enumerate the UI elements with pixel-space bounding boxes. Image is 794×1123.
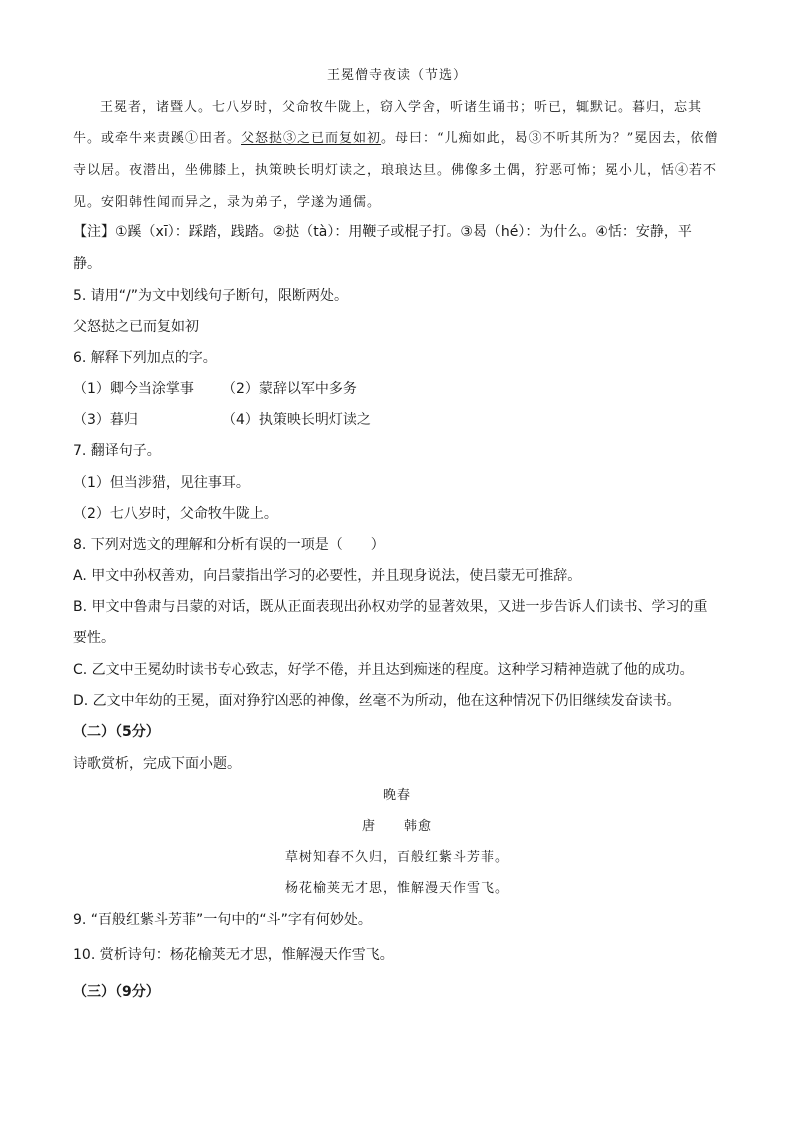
question-10: 10. 赏析诗句：杨花榆荚无才思，惟解漫天作雪飞。: [73, 947, 394, 963]
note-line-2: 静。: [73, 256, 101, 272]
passage-line-4: 见。安阳韩性闻而异之，录为弟子，学遂为通儒。: [73, 195, 382, 210]
question-9: 9. “百般红紫斗芳菲”一句中的“斗”字有何妙处。: [73, 912, 372, 928]
passage-line-2-post: 。母曰：“儿痴如此，曷③不听其所为？”冕因去，依僧: [381, 131, 719, 146]
underlined-sentence: 父怒挞③之已而复如初: [241, 131, 382, 146]
poem-title: 晚春: [382, 788, 411, 803]
option-d: D. 乙文中年幼的王冕，面对狰狞凶恶的神像，丝毫不为所动，他在这种情况下仍旧继续发奋读书。: [73, 693, 681, 709]
question-7-item-2: （2）七八岁时，父命牧牛陇上。: [73, 506, 278, 522]
option-c: C. 乙文中王冕幼时读书专心致志，好学不倦，并且达到痴迷的程度。这种学习精神造就了他的成功。: [73, 662, 694, 678]
passage-line-1: 王冕者，诸暨人。七八岁时，父命牧牛陇上，窃入学舍，听诸生诵书；听已，辄默记。暮归，忘其: [100, 100, 703, 115]
question-7-item-1: （1）但当涉猎，见往事耳。: [73, 475, 250, 491]
note-line-1: 【注】①蹊（xī）：踩踏，践踏。②挞（tà）：用鞭子或棍子打。③曷（hé）：为什么。④恬：安静，平: [73, 224, 692, 240]
question-7: 7. 翻译句子。: [73, 443, 161, 459]
poem-author: 唐 韩愈: [361, 819, 432, 834]
question-6-item-3: （3）暮归: [73, 412, 138, 428]
question-6-item-2: （2）蒙辞以军中多务: [222, 381, 357, 397]
question-6-item-4: （4）执策映长明灯读之: [222, 412, 371, 428]
passage-line-2: [73, 129, 718, 149]
section-2-heading: （二）（5分）: [73, 724, 160, 740]
question-5-sentence: 父怒挞之已而复如初: [73, 319, 199, 335]
question-6: 6. 解释下列加点的字。: [73, 350, 217, 366]
section-3-heading: （三）（9分）: [73, 984, 160, 1000]
option-b-line-1: B. 甲文中鲁肃与吕蒙的对话，既从正面表现出孙权劝学的显著效果，又进一步告诉人们读书、学习的重: [73, 599, 708, 615]
section-2-intro: 诗歌赏析，完成下面小题。: [73, 756, 241, 772]
passage-line-3: 寺以居。夜潜出，坐佛膝上，执策映长明灯读之，琅琅达旦。佛像多土偶，狞恶可怖；冕小儿，恬④若不: [73, 163, 718, 178]
passage-line-2-pre: 牛。或牵牛来责蹊①田者。: [73, 131, 242, 146]
passage-title: 王冕僧寺夜读（节选）: [326, 68, 467, 83]
option-b-line-2: 要性。: [73, 630, 115, 646]
question-8: 8. 下列对选文的理解和分析有误的一项是（ ）: [73, 537, 385, 553]
poem-line-2: 杨花榆荚无才思，惟解漫天作雪飞。: [284, 881, 509, 896]
poem-line-1: 草树知春不久归，百般红紫斗芳菲。: [284, 850, 509, 865]
option-a: A. 甲文中孙权善劝，向吕蒙指出学习的必要性，并且现身说法，使吕蒙无可推辞。: [73, 568, 582, 584]
question-5: 5. 请用“/”为文中划线句子断句，限断两处。: [73, 288, 349, 304]
question-6-item-1: （1）卿今当涂掌事: [73, 381, 194, 397]
